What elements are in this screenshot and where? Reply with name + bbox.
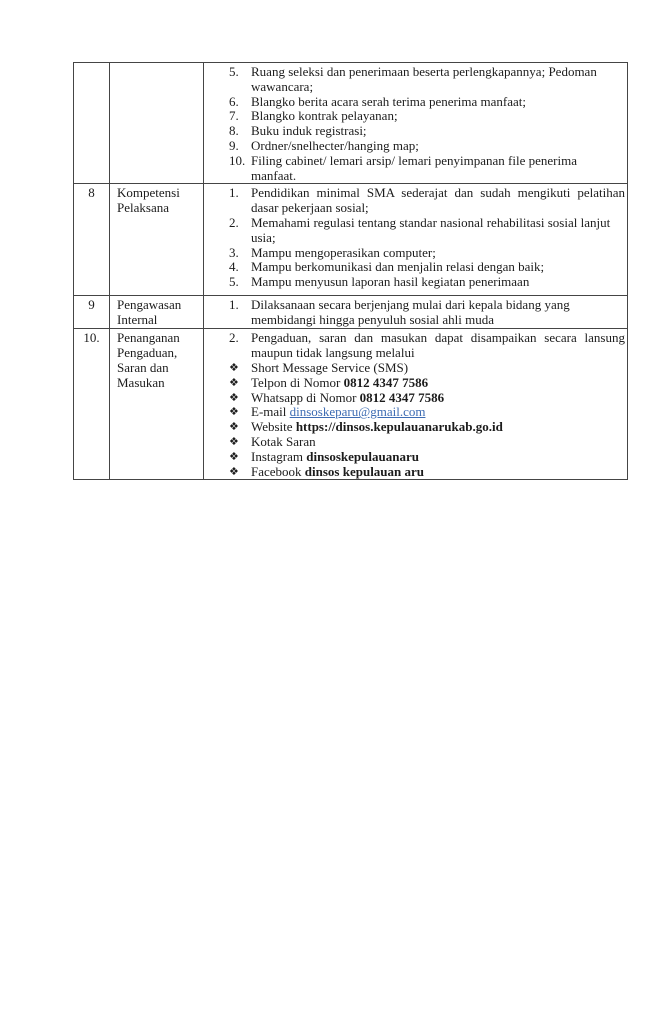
row-number-cell: 9 <box>74 296 110 329</box>
table-row-continuation <box>74 63 628 184</box>
diamond-bullet-icon: ❖ <box>229 375 239 389</box>
email-link[interactable]: dinsoskeparu@gmail.com <box>289 404 426 420</box>
list-item-lead <box>204 331 625 361</box>
list-text: Ruang seleksi dan penerimaan beserta perlengkapannya; Pedoman <box>251 64 597 79</box>
list-marker: 9. <box>229 137 239 153</box>
list-text: Blangko berita acara serah terima penerima manfaat; <box>251 93 527 109</box>
bullet-text: Kotak Saran <box>251 433 316 449</box>
website-url: https://dinsos.kepulauanarukab.go.id <box>295 419 503 435</box>
list-item <box>204 216 625 246</box>
bullet-item-website <box>204 420 625 435</box>
diamond-bullet-icon: ❖ <box>229 390 239 404</box>
list-item <box>204 186 625 216</box>
list-text: Dilaksanaan secara berjenjang mulai dari kepala bidang yang membidangi hingga penyuluh sosial ahli muda <box>251 297 570 328</box>
row-content-cell <box>204 184 628 296</box>
list-text: Mampu berkomunikasi dan menjalin relasi dengan baik; <box>251 259 545 275</box>
diamond-bullet-icon: ❖ <box>229 449 239 463</box>
bullet-item-email <box>204 405 625 420</box>
list-item <box>204 275 625 290</box>
list-marker: 6. <box>229 93 239 109</box>
row-content-cell <box>204 63 628 184</box>
diamond-bullet-icon: ❖ <box>229 464 239 478</box>
row-label-cell <box>110 63 204 184</box>
list-text: Filing cabinet/ lemari arsip/ lemari penyimpanan file penerima manfaat. <box>251 152 577 183</box>
list-marker: 8. <box>229 123 239 139</box>
list-text: Mampu menyusun laporan hasil kegiatan penerimaan <box>251 274 530 290</box>
row-number-cell: 8 <box>74 184 110 296</box>
diamond-bullet-icon: ❖ <box>229 434 239 448</box>
bullet-text: Telpon di Nomor <box>251 374 344 390</box>
row-label-cell: Pengawasan Internal <box>110 296 204 329</box>
row-number-cell <box>74 63 110 184</box>
list-item <box>204 154 625 184</box>
list-marker: 2. <box>229 330 239 346</box>
facebook-name: dinsos kepulauan aru <box>304 463 425 479</box>
bullet-text: Instagram <box>251 448 307 464</box>
phone-number: 0812 4347 7586 <box>343 374 429 390</box>
list-item <box>204 109 625 124</box>
bullet-item-instagram <box>204 450 625 465</box>
list-marker: 7. <box>229 108 239 124</box>
list-marker: 5. <box>229 274 239 290</box>
bullet-text: Short Message Service (SMS) <box>251 359 409 375</box>
list-text: Mampu mengoperasikan computer; <box>251 244 436 260</box>
row-number-cell: 10. <box>74 329 110 480</box>
list-item <box>204 246 625 261</box>
diamond-bullet-icon: ❖ <box>229 360 239 374</box>
list-text: Pengaduan, saran dan masukan dapat disampaikan secara lansung maupun tidak langsung melalui <box>251 330 625 361</box>
bullet-text: Website <box>251 419 296 435</box>
list-marker: 3. <box>229 244 239 260</box>
bullet-item-whatsapp <box>204 391 625 406</box>
bullet-item-sms <box>204 361 625 376</box>
bullet-item-kotak-saran <box>204 435 625 450</box>
list-text: Buku induk registrasi; <box>251 123 367 139</box>
list-marker: 1. <box>229 185 239 201</box>
list-text: Pendidikan minimal SMA sederajat dan sudah mengikuti pelatihan dasar pekerjaan sosial; <box>251 185 625 216</box>
list-text-line2: wawancara; <box>251 78 314 94</box>
row-content-cell <box>204 296 628 329</box>
instagram-handle: dinsoskepulauanaru <box>306 448 419 464</box>
list-marker: 2. <box>229 214 239 230</box>
list-item <box>204 139 625 154</box>
list-item <box>204 95 625 110</box>
list-text: Memahami regulasi tentang standar nasional rehabilitasi sosial lanjut usia; <box>251 214 611 245</box>
list-marker: 10. <box>229 152 246 168</box>
list-text: Blangko kontrak pelayanan; <box>251 108 398 124</box>
list-item <box>204 124 625 139</box>
bullet-text: E-mail <box>251 404 290 420</box>
bullet-text: Facebook <box>251 463 305 479</box>
bullet-item-facebook <box>204 465 625 480</box>
list-marker: 4. <box>229 259 239 275</box>
table-row-pengawasan-internal <box>74 296 628 329</box>
list-marker: 1. <box>229 297 239 313</box>
row-label-cell: Penanganan Pengaduan, Saran dan Masukan <box>110 329 204 480</box>
list-text: Ordner/snelhecter/hanging map; <box>251 137 419 153</box>
diamond-bullet-icon: ❖ <box>229 420 239 434</box>
list-item <box>204 260 625 275</box>
row-label-cell: Kompetensi Pelaksana <box>110 184 204 296</box>
diamond-bullet-icon: ❖ <box>229 405 239 419</box>
table-row-penanganan-pengaduan <box>74 329 628 480</box>
row-content-cell <box>204 329 628 480</box>
list-item <box>204 298 625 328</box>
whatsapp-number: 0812 4347 7586 <box>359 389 445 405</box>
table-row-kompetensi-pelaksana <box>74 184 628 296</box>
list-marker: 5. <box>229 64 239 79</box>
bullet-text: Whatsapp di Nomor <box>251 389 360 405</box>
list-item <box>204 65 625 95</box>
bullet-item-phone <box>204 376 625 391</box>
service-standard-table <box>73 62 628 480</box>
